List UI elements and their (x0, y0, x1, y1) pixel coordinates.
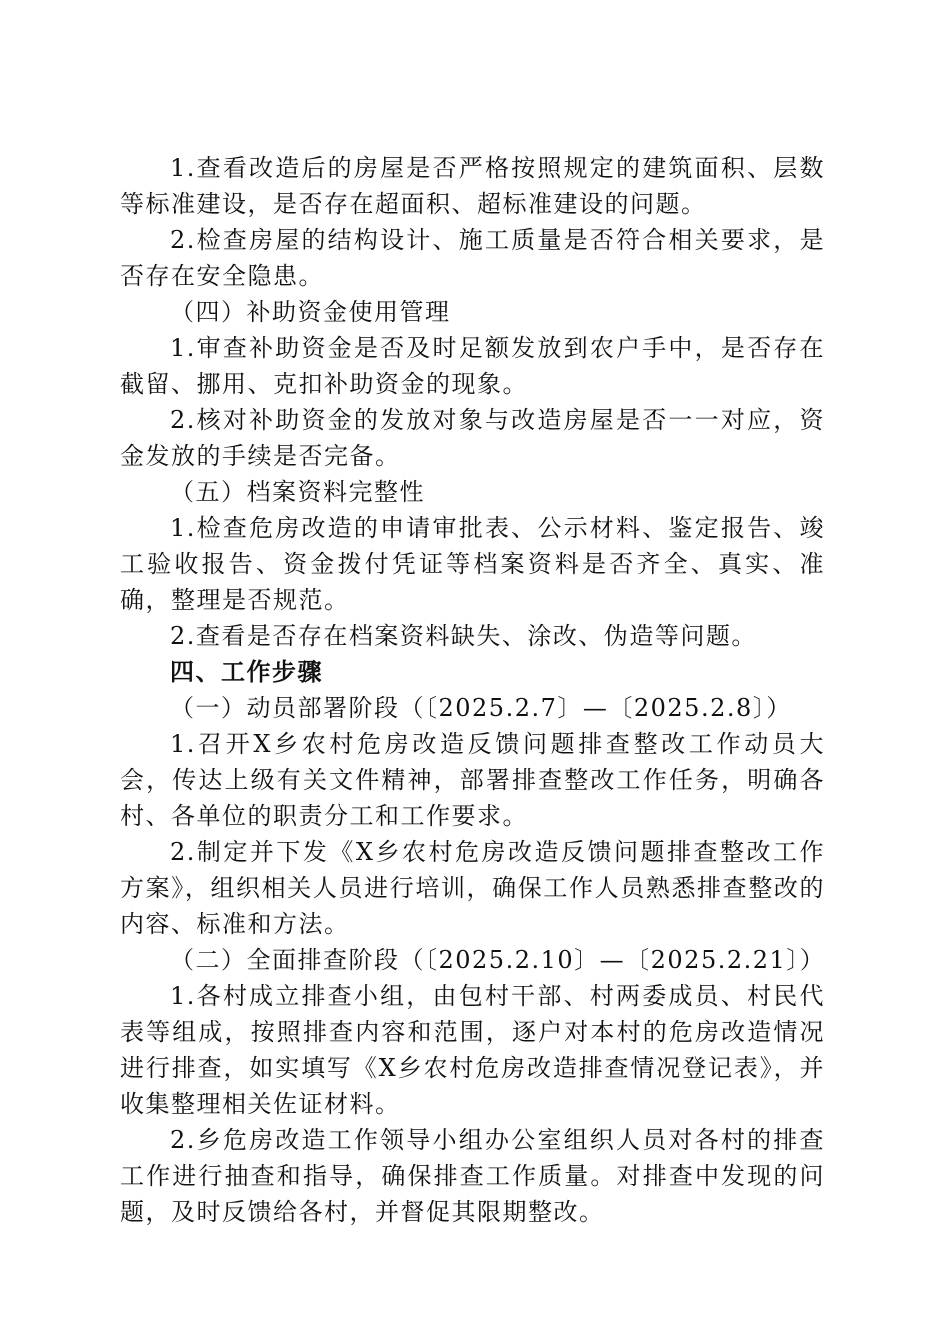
paragraph-4: 2.核对补助资金的发放对象与改造房屋是否一一对应，资金发放的手续是否完备。 (120, 406, 825, 470)
section-heading-4: （四）补助资金使用管理 (170, 298, 451, 326)
paragraph-10: 2.乡危房改造工作领导小组办公室组织人员对各村的排查工作进行抽查和指导，确保排查工作质量。对排查中发现的问题，及时反馈给各村，并督促其限期整改。 (120, 1126, 825, 1226)
paragraph-7: 1.召开X乡农村危房改造反馈问题排查整改工作动员大会，传达上级有关文件精神，部署排查整改工作任务，明确各村、各单位的职责分工和工作要求。 (120, 730, 825, 830)
section-heading-5: （五）档案资料完整性 (170, 478, 425, 506)
chapter-heading-work-steps: 四、工作步骤 (170, 657, 323, 686)
document-body (120, 150, 825, 1230)
paragraph-1: 1.查看改造后的房屋是否严格按照规定的建筑面积、层数等标准建设，是否存在超面积、超标准建设的问题。 (120, 154, 825, 218)
paragraph-9: 1.各村成立排查小组，由包村干部、村两委成员、村民代表等组成，按照排查内容和范围，逐户对本村的危房改造情况进行排查，如实填写《X乡农村危房改造排查情况登记表》，并收集整理相关佐证材料。 (120, 982, 825, 1118)
section-heading-mobilization: （一）动员部署阶段（〔2025.2.7〕—〔2025.2.8〕） (170, 694, 792, 722)
paragraph-8: 2.制定并下发《X乡农村危房改造反馈问题排查整改工作方案》，组织相关人员进行培训，确保工作人员熟悉排查整改的内容、标准和方法。 (120, 838, 825, 938)
section-heading-inspection: （二）全面排查阶段（〔2025.2.10〕—〔2025.2.21〕） (170, 946, 826, 974)
paragraph-3: 1.审查补助资金是否及时足额发放到农户手中，是否存在截留、挪用、克扣补助资金的现象。 (120, 334, 825, 398)
paragraph-2: 2.检查房屋的结构设计、施工质量是否符合相关要求，是否存在安全隐患。 (120, 226, 825, 290)
paragraph-5: 1.检查危房改造的申请审批表、公示材料、鉴定报告、竣工验收报告、资金拨付凭证等档案资料是否齐全、真实、准确，整理是否规范。 (120, 514, 825, 614)
paragraph-6: 2.查看是否存在档案资料缺失、涂改、伪造等问题。 (170, 622, 757, 650)
